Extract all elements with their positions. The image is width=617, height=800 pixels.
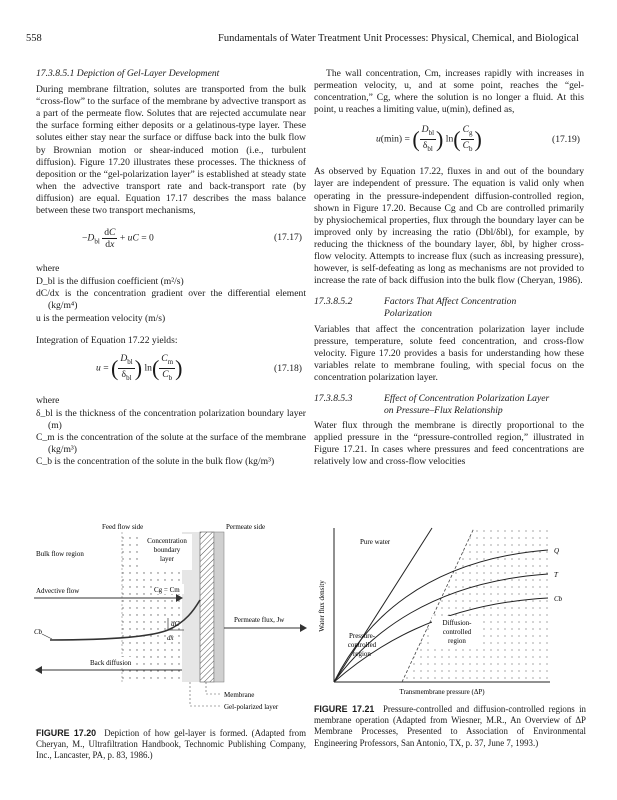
x-axis-label: Transmembrane pressure (ΔP)	[399, 688, 485, 696]
caption-label: FIGURE 17.21	[314, 704, 375, 714]
definition-item: δ_bl is the thickness of the concentration polarization boundary layer (m)	[36, 407, 306, 431]
right-paragraph-2: As observed by Equation 17.22, fluxes in and out of the boundary layer are independent of pressure. The equation is valid only when operating in the pressure-independent diffusion-controlled region, shown in Figure 17.20. Because Cg and Cb are controlled primarily by physiochemical properties, flux through the boundary layer can be improved only by increasing the ratio (Dbl/δbl), for example, by reducing the thickness of the boundary layer, δbl, by higher cross-flow velocity. Attempts to increase flux (such as increasing pressure), however, is self-defeating as long as mechanisms are not provided to increase the rate of back diffusion into the bulk flow (Cheryan, 1986).	[314, 166, 584, 287]
pressure-region-label: region	[353, 650, 371, 658]
figure-17-21	[314, 522, 586, 700]
curve-label-t: T	[554, 571, 558, 579]
where-label: where	[36, 394, 60, 406]
dc-label: dC	[171, 620, 180, 628]
right-paragraph-1: The wall concentration, Cm, increases rapidly with increases in permeation velocity, u, and at some point, reaches the “gel-concentration,” Cg, where the solution is no longer a fluid. At this point, u reaches a limiting value, u(min), defined as,	[314, 68, 584, 116]
section-heading-17-3-8-5-3	[314, 393, 584, 417]
cg-cm-label: Cg = Cm	[154, 586, 180, 594]
boundary-layer-label: layer	[160, 555, 174, 563]
definition-item: C_b is the concentration of the solute in the bulk flow (kg/m³)	[36, 456, 275, 468]
right-paragraph-3: Variables that affect the concentration polarization layer include pressure, temperature, solute feed concentration, and cross-flow velocity. Figure 17.20 provides a basis for understanding how these variables relate to membrane fouling, with special focus on the concentration polarization layer.	[314, 323, 584, 383]
definition-item: D_bl is the diffusion coefficient (m²/s)	[36, 276, 184, 288]
cb-label: Cb	[34, 628, 43, 636]
section-title-line: Polarization	[384, 308, 432, 320]
equation-17-18: u = ( $\frac{D_{bl}}{\delta_{bl}}$ ) ln( $\frac{C_m}{C_b}$ ) (17.18)	[96, 352, 302, 382]
curve-label-q: Q	[554, 547, 560, 555]
diffusion-region-label: controlled	[442, 628, 472, 636]
caption-text: Depiction of how gel-layer is formed. (Adapted from Cheryan, M., Ultrafiltration Handbook, Technomic Publishing Company, Inc., Lancaster, PA, p. 83, 1986.)	[36, 728, 306, 761]
integration-text: Integration of Equation 17.22 yields:	[36, 334, 178, 346]
section-number: 17.3.8.5.3	[314, 392, 353, 404]
definition-item: C_m is the concentration of the solute at the surface of the membrane (kg/m³)	[36, 431, 306, 456]
page-number: 558	[26, 33, 42, 44]
back-diffusion-label: Back diffusion	[90, 659, 132, 667]
caption-text: Pressure-controlled and diffusion-controlled regions in membrane operation (Adapted from Wiesner, M.R., An Overview of ΔP Membrane Processes, Presented to Association of Environmental Engineering Professors, San Antonio, TX, p. 37, June 7, 1993.)	[314, 704, 586, 748]
section-title-line: Effect of Concentration Polarization Layer	[384, 392, 550, 404]
caption-label: FIGURE 17.20	[36, 728, 97, 738]
pure-water-label: Pure water	[360, 538, 391, 546]
section-number: 17.3.8.5.2	[314, 296, 353, 308]
section-heading-17-3-8-5-1: 17.3.8.5.1 Depiction of Gel-Layer Development	[36, 68, 220, 79]
equation-number: (17.17)	[274, 232, 302, 244]
running-title: Fundamentals of Water Treatment Unit Processes: Physical, Chemical, and Biological	[218, 33, 579, 44]
definition-item: dC/dx is the concentration gradient over the differential element (kg/m⁴)	[36, 288, 306, 312]
right-paragraph-4: Water flux through the membrane is directly proportional to the applied pressure in the “pressure-controlled region,” illustrated in Figure 17.21. In cases where pressures and feed concentrations are relatively low and cross-flow velocities	[314, 420, 584, 468]
advective-flow-label: Advective flow	[36, 587, 80, 595]
y-axis-label: Water flux density	[318, 580, 326, 632]
right-column	[314, 68, 584, 469]
curve-label-cb: Cb	[554, 595, 563, 603]
membrane-body	[200, 532, 214, 682]
section-heading-17-3-8-5-2	[314, 296, 584, 320]
membrane-label: Membrane	[224, 691, 255, 699]
membrane-leader	[206, 682, 220, 694]
equation-number: (17.19)	[552, 134, 580, 146]
equation-number: (17.18)	[274, 362, 302, 374]
boundary-layer-label: boundary	[153, 546, 181, 554]
feed-flow-side-label: Feed flow side	[102, 523, 144, 531]
diffusion-region-dots	[402, 528, 548, 682]
membrane-edge	[214, 532, 224, 682]
gel-layer-label: Gel-polarized layer	[224, 703, 279, 711]
section-title-line: on Pressure–Flux Relationship	[384, 405, 503, 417]
permeate-flux-label: Permeate flux, Jw	[234, 616, 285, 624]
pressure-region-label: Pressure-	[348, 632, 376, 640]
pressure-region-label: controlled	[347, 641, 377, 649]
figure-17-21-caption	[314, 704, 586, 749]
diffusion-region-label: region	[448, 637, 466, 645]
cb-leader	[42, 634, 52, 639]
left-column	[36, 68, 306, 468]
figure-17-20	[30, 522, 315, 722]
figure-17-20-caption	[36, 728, 306, 762]
diffusion-region-label: Diffusion-	[442, 619, 472, 627]
equation-17-17: $-D_{bl}$ $\frac{dC}{dx}$ + uC = 0 (17.17)	[82, 227, 302, 251]
bulk-flow-region-label: Bulk flow region	[36, 550, 84, 558]
definition-item: u is the permeation velocity (m/s)	[36, 312, 166, 324]
permeate-side-label: Permeate side	[226, 523, 266, 531]
where-label: where	[36, 263, 60, 275]
section-title-line: Factors That Affect Concentration	[384, 296, 517, 308]
left-paragraph-1: During membrane filtration, solutes are transported from the bulk “cross-flow” to the surface of the membrane by advective transport as a part of the permeate flow. Solutes that are rejected accumulate near the surface forming either deposits or a gelatinous-type layer. These solutes either stay near the surface or diffuse back into the bulk flow by Brownian motion or shear-induced motion (i.e., turbulent diffusion). Figure 17.20 illustrates these processes. The thickness of deposition or the “gel-polarization layer” is established at steady state when the advective transport rate and back-transport rate (by diffusion) are equal. Equation 17.17 describes the mass balance between these two transport mechanisms,	[36, 84, 306, 217]
dx-label: dx	[167, 634, 174, 642]
equation-17-19: u(min) = ( $\frac{D_{bl}}{\delta_{bl}}$ ) ln( $\frac{C_g}{C_b}$ ) (17.19)	[376, 124, 580, 154]
boundary-layer-label: Concentration	[147, 537, 187, 545]
